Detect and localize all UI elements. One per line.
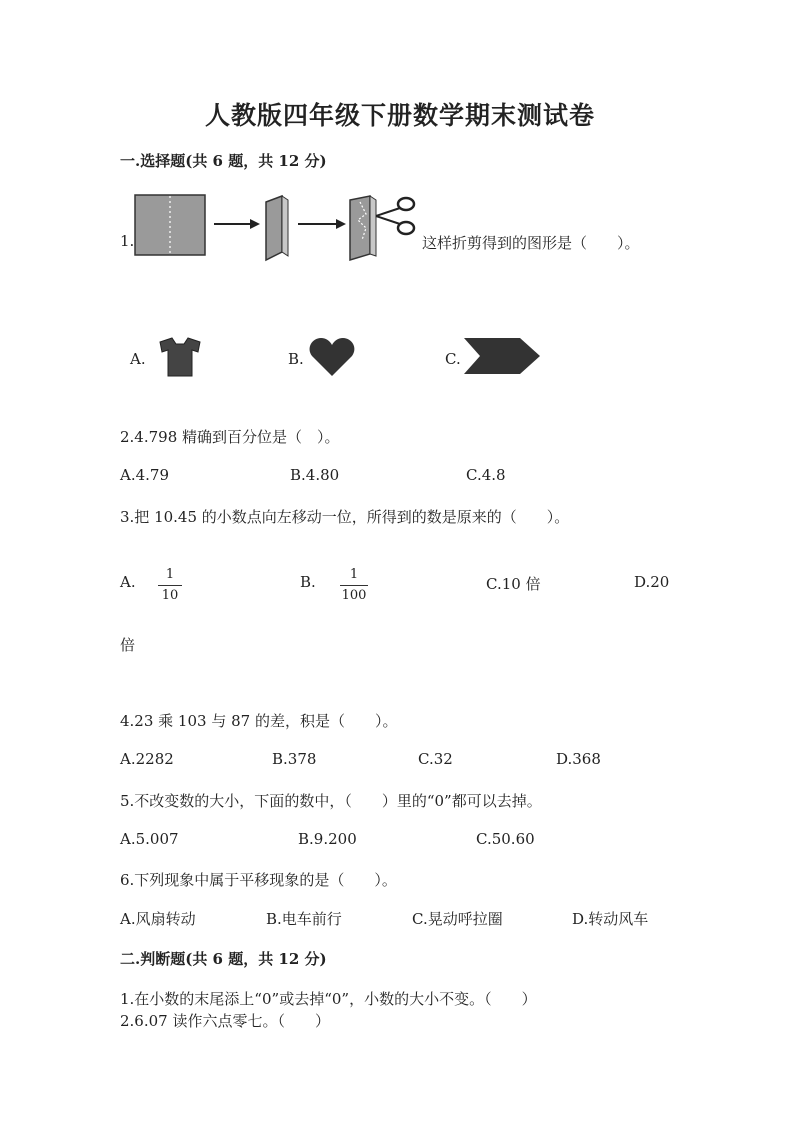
q4-option-d: D.368	[556, 750, 601, 768]
page-title: 人教版四年级下册数学期末测试卷	[204, 101, 595, 130]
q3-option-b-label: B.	[300, 573, 316, 591]
arrow-icon	[462, 336, 544, 376]
fraction-numerator: 1	[165, 567, 175, 582]
judgement-item-2: 2.6.07 读作六点零七。（ ）	[120, 1012, 330, 1030]
q2-option-c: C.4.8	[466, 466, 506, 484]
q6-option-c: C.晃动呼拉圈	[412, 910, 503, 928]
folded-paper-icon	[266, 196, 288, 260]
q4-option-c: C.32	[418, 750, 453, 768]
section-heading-choice: 一.选择题(共 6 题，共 12 分)	[120, 152, 327, 170]
q2-stem: 2.4.798 精确到百分位是（ ）。	[120, 428, 340, 446]
fraction-numerator: 1	[349, 567, 359, 582]
section-heading-judgement: 二.判断题(共 6 题，共 12 分)	[120, 950, 327, 968]
q3-option-a-fraction	[158, 566, 182, 605]
scissors-icon	[376, 198, 414, 234]
shirt-icon	[158, 336, 202, 378]
fraction-denominator: 100	[341, 588, 367, 603]
q1-option-c-label: C.	[445, 350, 461, 368]
q3-option-d-continued: 倍	[120, 636, 136, 654]
q2-option-b: B.4.80	[290, 466, 340, 484]
q5-option-b: B.9.200	[298, 830, 357, 848]
judgement-item-1: 1.在小数的末尾添上“0”或去掉“0”，小数的大小不变。（ ）	[120, 990, 537, 1008]
q4-option-b: B.378	[272, 750, 317, 768]
q1-option-a-label: A.	[130, 350, 146, 368]
heart-icon	[308, 336, 356, 378]
q3-stem: 3.把 10.45 的小数点向左移动一位，所得到的数是原来的（ ）。	[120, 508, 570, 526]
q6-option-a: A.风扇转动	[120, 910, 196, 928]
q3-option-c: C.10 倍	[486, 575, 541, 593]
q3-option-b-fraction	[340, 566, 368, 605]
q5-option-a: A.5.007	[120, 830, 179, 848]
fold-cut-illustration	[130, 190, 430, 270]
q3-option-d: D.20	[634, 573, 670, 591]
q1-option-b-label: B.	[288, 350, 304, 368]
q6-stem: 6.下列现象中属于平移现象的是（ ）。	[120, 871, 397, 889]
arrow-right-icon	[298, 219, 346, 229]
fraction-denominator: 10	[161, 588, 179, 603]
q4-option-a: A.2282	[120, 750, 174, 768]
q1-number: 1.	[120, 232, 135, 250]
q1-stem: 这样折剪得到的图形是（ ）。	[422, 234, 640, 252]
q4-stem: 4.23 乘 103 与 87 的差，积是（ ）。	[120, 712, 398, 730]
q2-option-a: A.4.79	[120, 466, 169, 484]
arrow-right-icon	[214, 219, 260, 229]
q6-option-b: B.电车前行	[266, 910, 342, 928]
q5-option-c: C.50.60	[476, 830, 535, 848]
q5-stem: 5.不改变数的大小，下面的数中，（ ）里的“0”都可以去掉。	[120, 792, 542, 810]
q6-option-d: D.转动风车	[572, 910, 649, 928]
q3-option-a-label: A.	[120, 573, 136, 591]
square-paper-icon	[135, 195, 205, 255]
folded-paper-cut-icon	[350, 196, 376, 260]
